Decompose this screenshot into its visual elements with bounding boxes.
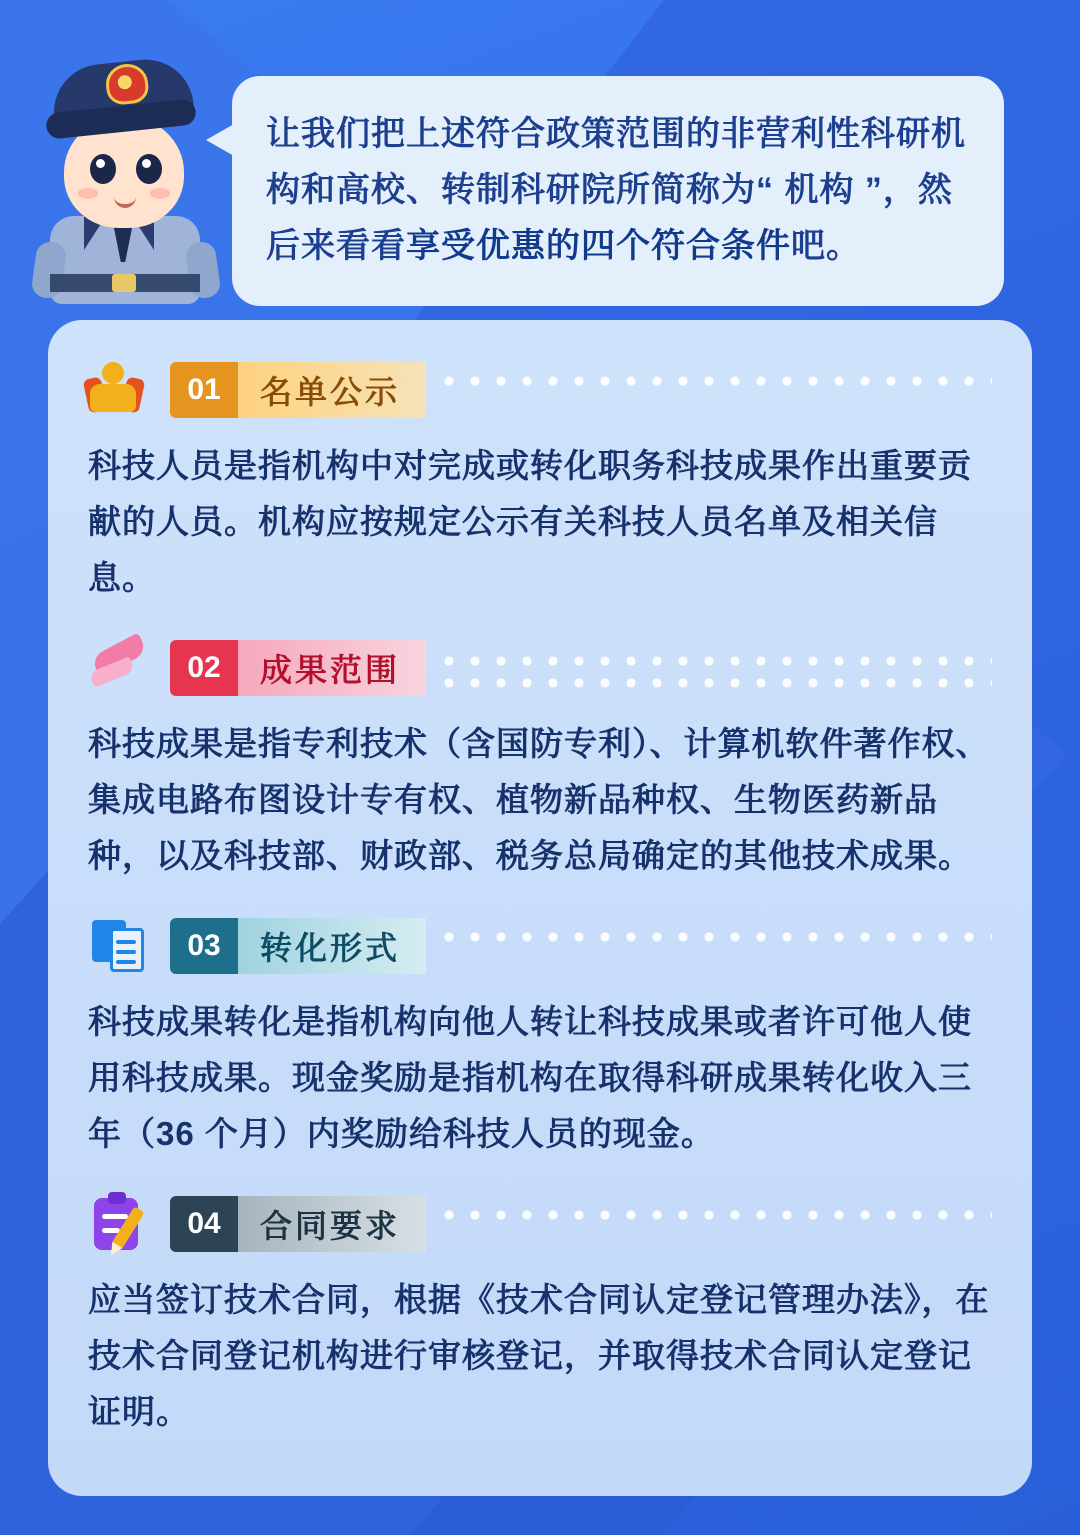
speech-text-part2: 吧。: [791, 227, 861, 265]
clipboard-pen-icon: [88, 1188, 164, 1260]
section-04-body: 应当签订技术合同，根据《技术合同认定登记管理办法》，在技术合同登记机构进行审核登记，并取得技术合同认定登记证明。: [88, 1281, 990, 1430]
section-04-tag: [170, 1196, 426, 1252]
mascot-blush-right: [150, 188, 170, 199]
speech-text-part1: 让我们把上述符合政策范围的非营利性科研机构和高校、转制科研院所简称为“ 机构 ”，然后来看看: [266, 115, 966, 265]
speech-bubble: [232, 76, 1004, 306]
mascot-eye-left: [90, 154, 116, 184]
section-01-tag: [170, 362, 426, 418]
section-04-number: 04: [170, 1196, 238, 1252]
section-04-title: 合同要求: [238, 1196, 426, 1252]
section-01-title: 名单公示: [238, 362, 426, 418]
section-02-number: 02: [170, 640, 238, 696]
people-award-icon: [88, 354, 164, 426]
section-02-tag: [170, 640, 426, 696]
section-02: [88, 632, 992, 884]
mascot-blush-left: [78, 188, 98, 199]
section-04-header: [88, 1188, 992, 1260]
section-03-body: 科技成果转化是指机构向他人转让科技成果或者许可他人使用科技成果。现金奖励是指机构在取得科研成果转化收入三年（36 个月）内奖励给科技人员的现金。: [88, 1003, 972, 1152]
mascot-eye-right: [136, 154, 162, 184]
section-03-number: 03: [170, 918, 238, 974]
speech-text-highlight: 享受优惠的四个符合条件: [406, 227, 791, 265]
section-02-title: 成果范围: [238, 640, 426, 696]
section-03-dots: [436, 918, 992, 974]
section-02-body: 科技成果是指专利技术（含国防专利）、计算机软件著作权、集成电路布图设计专有权、植物新品种权、生物医药新品种，以及科技部、财政部、税务总局确定的其他技术成果。: [88, 725, 990, 874]
section-01-header: [88, 354, 992, 426]
section-04-dots: [436, 1196, 992, 1252]
section-01-dots: [436, 362, 992, 418]
section-04: [88, 1188, 992, 1440]
documents-icon: [88, 910, 164, 982]
section-01-body: 科技人员是指机构中对完成或转化职务科技成果作出重要贡献的人员。机构应按规定公示有关科技人员名单及相关信息。: [88, 447, 972, 596]
section-01: [88, 354, 992, 606]
section-02-header: [88, 632, 992, 704]
section-03-header: [88, 910, 992, 982]
section-02-dots: [436, 640, 992, 696]
rocket-icon: [88, 632, 164, 704]
section-03-tag: [170, 918, 426, 974]
section-01-number: 01: [170, 362, 238, 418]
mascot-belt-buckle: [112, 274, 136, 292]
tax-officer-mascot: [28, 28, 228, 298]
section-03: [88, 910, 992, 1162]
speech-bubble-text: [266, 106, 970, 274]
conditions-card: [48, 320, 1032, 1496]
section-03-title: 转化形式: [238, 918, 426, 974]
